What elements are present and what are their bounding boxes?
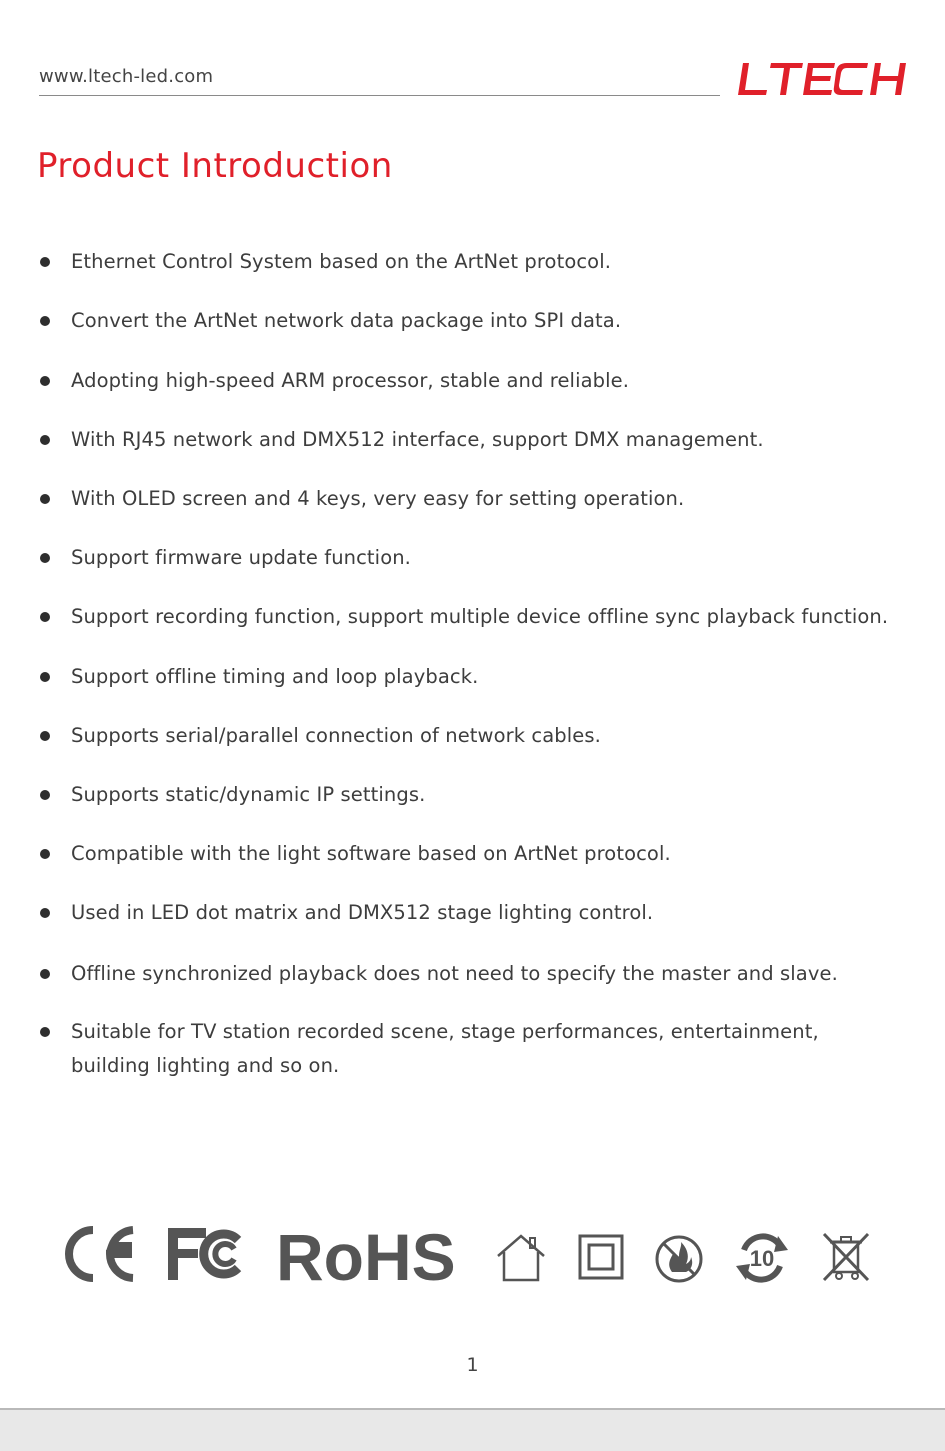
indoor-use-icon (494, 1234, 548, 1282)
svg-text:RoHS: RoHS (276, 1224, 456, 1286)
viewer-bottom-bar (0, 1408, 945, 1451)
ten-year-environment-icon (734, 1230, 790, 1286)
feature-text: Supports serial/parallel connection of network cables. (71, 724, 601, 747)
list-item (71, 364, 901, 398)
bullet-icon (40, 494, 50, 504)
list-item (71, 423, 901, 457)
page-title: Product Introduction (37, 146, 393, 186)
weee-bin-icon (820, 1232, 872, 1282)
page-number: 1 (466, 1354, 479, 1376)
feature-text: Convert the ArtNet network data package into SPI data. (71, 309, 622, 332)
feature-text: Suitable for TV station recorded scene, stage performances, entertainment, building lighting and so on. (71, 1020, 819, 1077)
bullet-icon (40, 257, 50, 267)
svg-text:10: 10 (749, 1246, 775, 1271)
list-item (71, 482, 901, 516)
list-item (71, 660, 901, 694)
bullet-icon (40, 908, 50, 918)
list-item (71, 837, 901, 871)
bullet-icon (40, 672, 50, 682)
feature-text: Compatible with the light software based on ArtNet protocol. (71, 842, 671, 865)
list-item (71, 245, 901, 279)
bullet-icon (40, 731, 50, 741)
bullet-icon (40, 790, 50, 800)
bullet-icon (40, 553, 50, 563)
feature-text: With OLED screen and 4 keys, very easy for setting operation. (71, 487, 685, 510)
list-item (71, 957, 901, 991)
fcc-mark-icon (166, 1226, 248, 1282)
double-insulation-icon (578, 1234, 624, 1280)
feature-text: Offline synchronized playback does not need to specify the master and slave. (71, 962, 838, 985)
list-item (71, 1015, 901, 1083)
list-item (71, 778, 901, 812)
bullet-icon (40, 316, 50, 326)
feature-text: Support firmware update function. (71, 546, 411, 569)
feature-text: Support recording function, support multiple device offline sync playback function. (71, 605, 889, 628)
feature-text: Used in LED dot matrix and DMX512 stage lighting control. (71, 901, 654, 924)
feature-text: Supports static/dynamic IP settings. (71, 783, 426, 806)
list-item (71, 896, 901, 930)
bullet-icon (40, 1027, 50, 1037)
list-item (71, 541, 901, 575)
website-url[interactable]: www.ltech-led.com (39, 66, 214, 87)
feature-text: Ethernet Control System based on the ArtNet protocol. (71, 250, 612, 273)
rohs-mark-icon (276, 1224, 466, 1286)
feature-text: Support offline timing and loop playback. (71, 665, 479, 688)
list-item (71, 600, 901, 634)
certification-marks (62, 1222, 882, 1292)
bullet-icon (40, 969, 50, 979)
feature-text: Adopting high-speed ARM processor, stable and reliable. (71, 369, 630, 392)
ce-mark-icon (62, 1222, 142, 1286)
bullet-icon (40, 435, 50, 445)
bullet-icon (40, 849, 50, 859)
feature-text: With RJ45 network and DMX512 interface, support DMX management. (71, 428, 764, 451)
list-item (71, 719, 901, 753)
bullet-icon (40, 376, 50, 386)
list-item (71, 304, 901, 338)
ltech-logo (737, 61, 907, 97)
bullet-icon (40, 612, 50, 622)
flammable-surface-icon (654, 1234, 704, 1284)
header-divider (39, 95, 720, 96)
